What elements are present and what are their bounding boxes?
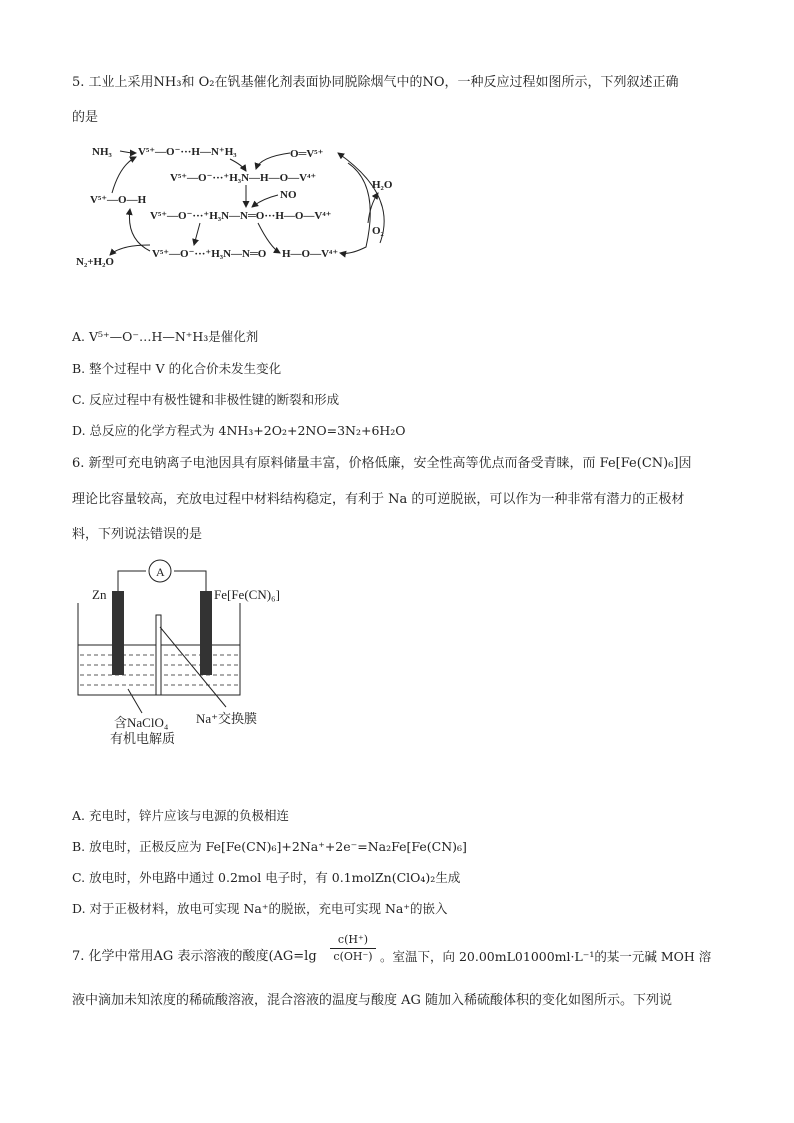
species-hov: H—O—V⁴⁺ bbox=[282, 248, 339, 260]
arrow-voh-s1 bbox=[112, 157, 136, 193]
q6-option-a: A. 充电时，锌片应该与电源的负极相连 bbox=[72, 808, 289, 823]
q5-option-a: A. V⁵⁺—O⁻…H—N⁺H₃是催化剂 bbox=[72, 329, 259, 344]
q7-stem-line2: 液中滴加未知浓度的稀硫酸溶液，混合溶液的温度与酸度 AG 随加入稀硫酸体积的变化如图所示。下列说 bbox=[72, 993, 673, 1008]
electrolyte-label-1: 含NaClO₄ bbox=[114, 715, 169, 730]
arrow-h2o bbox=[368, 193, 378, 223]
q6-option-c: C. 放电时，外电路中通过 0.2mol 电子时，有 0.1molZn(ClO₄)₂生成 bbox=[72, 870, 461, 885]
q6-stem-line2: 理论比容量较高，充放电过程中材料结构稳定，有利于 Na 的可逆脱嵌，可以作为一种非常有潜力的正极材 bbox=[72, 492, 685, 507]
arrow-nh3 bbox=[120, 151, 136, 153]
label-h2o: H₂O bbox=[372, 179, 393, 191]
q6-stem-line3: 料，下列说法错误的是 bbox=[72, 527, 203, 542]
q5-stem-line2: 的是 bbox=[72, 110, 99, 125]
fraction-numerator: c(H⁺) bbox=[330, 932, 376, 949]
arrow-no bbox=[252, 195, 278, 207]
species-1: V⁵⁺—O⁻···H—N⁺H₃ bbox=[138, 146, 237, 158]
species-3: V⁵⁺—O⁻···⁺H₃N—N═O···H—O—V⁴⁺ bbox=[150, 210, 332, 222]
electrolyte-label-2: 有机电解质 bbox=[110, 731, 176, 746]
q5-reaction-diagram bbox=[70, 135, 430, 275]
label-no: NO bbox=[280, 189, 297, 201]
fe-label: Fe[Fe(CN)₆] bbox=[214, 587, 280, 602]
arrow-s3-s4 bbox=[194, 223, 200, 245]
arrow-n2h2o bbox=[110, 245, 150, 255]
membrane-label: Na⁺交换膜 bbox=[196, 711, 258, 726]
fraction-denominator: c(OH⁻) bbox=[333, 950, 373, 963]
label-n2h2o: N₂+H₂O bbox=[76, 256, 114, 268]
label-nh3: NH₃ bbox=[92, 146, 112, 158]
q5-option-c: C. 反应过程中有极性键和非极性键的断裂和形成 bbox=[72, 392, 340, 407]
q6-option-d: D. 对于正极材料，放电可实现 Na⁺的脱嵌，充电可实现 Na⁺的嵌入 bbox=[72, 901, 448, 916]
species-v-oh: V⁵⁺—O—H bbox=[90, 194, 147, 206]
q5-option-d: D. 总反应的化学方程式为 4NH₃+2O₂+2NO=3N₂+6H₂O bbox=[72, 423, 406, 438]
species-ov: O═V⁵⁺ bbox=[290, 148, 324, 160]
q7-stem-line1-b: 。室温下，向 20.00mL01000ml·L⁻¹的某一元碱 MOH 溶 bbox=[380, 949, 712, 964]
q6-option-b: B. 放电时，正极反应为 Fe[Fe(CN)₆]+2Na⁺+2e⁻=Na₂Fe[Fe(CN)₆] bbox=[72, 839, 467, 854]
arrow-s1-s2 bbox=[230, 159, 246, 171]
ammeter-label: A bbox=[156, 565, 165, 579]
q7-ag-fraction bbox=[330, 932, 376, 965]
wire-right bbox=[174, 571, 206, 593]
q7-stem-line1-a: 7. 化学中常用AG 表示溶液的酸度(AG=lg bbox=[72, 949, 317, 964]
q6-battery-diagram bbox=[70, 555, 330, 755]
q6-stem-line1: 6. 新型可充电钠离子电池因具有原料储量丰富，价格低廉，安全性高等优点而备受青睐，而 Fe[Fe(CN)₆]因 bbox=[72, 456, 692, 471]
electrolyte-pointer bbox=[128, 689, 142, 713]
fe-electrode bbox=[200, 591, 212, 675]
species-2: V⁵⁺—O⁻···⁺H₃N—H—O—V⁴⁺ bbox=[170, 172, 317, 184]
arrow-ov-s2 bbox=[256, 153, 290, 169]
wire-left bbox=[118, 571, 146, 593]
q5-option-b: B. 整个过程中 V 的化合价未发生变化 bbox=[72, 361, 282, 376]
species-4: V⁵⁺—O⁻···⁺H₃N—N═O bbox=[152, 248, 267, 260]
zn-electrode bbox=[112, 591, 124, 675]
label-o2: O₂ bbox=[372, 225, 384, 237]
q5-stem-line1: 5. 工业上采用NH₃和 O₂在钒基催化剂表面协同脱除烟气中的NO，一种反应过程如图所示，下列叙述正确 bbox=[72, 75, 679, 90]
zn-label: Zn bbox=[92, 587, 107, 602]
